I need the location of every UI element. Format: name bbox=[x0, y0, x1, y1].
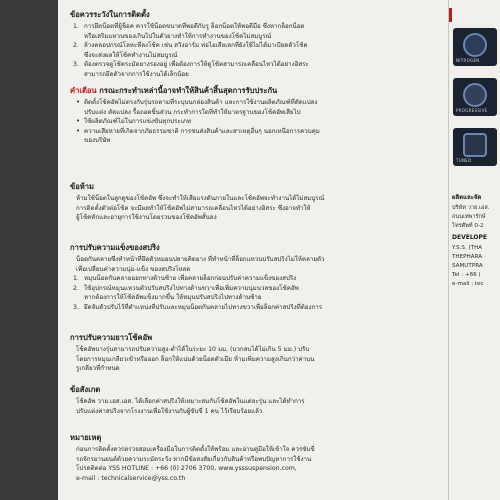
paragraph-line: โช้คอัพ วาย.เอส.เอส. ได้เลือกค่าสปริงให้เหมาะสมกับโช้คอัพในแต่ละรุ่น และได้ทำการ bbox=[76, 398, 305, 405]
paragraph-line: ห้ามใช้น็อตในลูกดูของโช้คอัพ ซึ่งจะทำให้เสียแรงดันภายในและโช้คอัพจะทำงานได้ไม่สมบูรณ์ bbox=[76, 195, 325, 202]
list-item: ของบริษัท bbox=[84, 137, 111, 144]
tuned-badge-icon bbox=[453, 128, 497, 166]
list-item: 1. หมุนน็อตกันคลายออกทางด้านซ้าย เพื่อคลายล็อกก่อนปรับค่าความแข็งของสปริง bbox=[73, 275, 297, 282]
paragraph-line: โช้คอัพบางรุ่นสามารถปรับความสูง-ต่ำได้ในระยะ 10 มม. (บวกลบได้ไม่เกิน 5 มม.) ปรับ bbox=[76, 346, 310, 353]
list-item: 3. ต้องตรวจดูโช้คระมัดยางรองอยู่ เพื่อต้องการให้ดูโช้คสามารถเคลื่อนไหวได้อย่างอิสระ bbox=[73, 61, 309, 68]
badge-label: NITROGEN bbox=[456, 58, 480, 63]
section-title-prohibition: ข้อห้าม bbox=[70, 182, 95, 191]
section-title-warnings: ข้อควรระวังในการติดตั้ง bbox=[70, 10, 150, 19]
remark-section bbox=[70, 433, 315, 483]
manual-page bbox=[58, 0, 500, 500]
list-item: • ใช้ผลิตภัณฑ์ไม่ในการแข่งขันทุกประเภท bbox=[84, 117, 320, 127]
contact-heading: ผลิตและจัด bbox=[452, 194, 482, 201]
disclaimer-title-text: กรณะกระทำเหล่านี้อาจทำให้สินค้าสิ้นสุดการรับประกัน bbox=[99, 86, 278, 95]
paragraph-line: ยู้โช้คหักและอายุการใช้งานโดยรวมของโช้คอัพสั้นลง bbox=[76, 214, 217, 221]
section-title-preload: การปรับความแข็งของสปริง bbox=[70, 243, 160, 252]
paragraph-line: รถจักรยานยนต์ด้วยความระมัดระวัง หากมีข้อสงสัยเกี่ยวกับสินค้าหรือพบปัญหาการใช้งาน bbox=[76, 455, 312, 463]
length-section bbox=[70, 333, 314, 374]
paragraph-line: น็อตกันคลายซึ่งทำหน้าที่ยึดตัวหมอนปลายคิดยาง ที่ทำหน้าที่ล็อกแหวนปรับสปริงไม่ให้คลายตัว bbox=[76, 256, 325, 263]
contact-line: Tel : +66 ( bbox=[452, 272, 481, 278]
contact-line: Y.S.S. (THA bbox=[452, 245, 483, 251]
contact-line: THEPHARA bbox=[452, 254, 483, 260]
list-item: หากต้องการให้โช้คอัพแข็งมากขึ้น ให้หมุนปรับสปริงไปทางด้านซ้าย bbox=[84, 294, 262, 301]
badge-label: PROGRESSIVE bbox=[456, 108, 488, 113]
disclaimer-list bbox=[70, 98, 320, 146]
contact-line: ถนนเทพารักษ์ bbox=[452, 214, 486, 220]
disclaimer-section bbox=[70, 86, 320, 146]
warnings-list bbox=[70, 22, 309, 79]
paragraph-line: เพื่อเปลี่ยนค่าความนุ่ม-แข็ง ของสปริงโหลด bbox=[76, 265, 191, 273]
section-title-length: การปรับความยาวโช้คอัพ bbox=[70, 333, 153, 342]
badge-label: TUNED bbox=[456, 158, 472, 163]
hotline-line: โปรดติดต่อ YSS HOTLINE : +66 (0) 2706 3700, www.ysssuspension.com, bbox=[76, 465, 297, 472]
warning-label: คำเตือน bbox=[70, 86, 97, 95]
list-item: หรือเสริมแหวนของเกินไปในตัวยางทำให้การทำงานของโช้คไม่สมบูรณ์ bbox=[84, 32, 272, 40]
list-item: ซึ่งจะส่งผลให้โช้คทำงานไม่สมบูรณ์ bbox=[84, 51, 178, 59]
right-panel bbox=[448, 0, 500, 500]
section-title-remark: หมายเหตุ bbox=[70, 433, 102, 442]
warnings-section bbox=[70, 10, 309, 79]
contact-line: SAMUTPRA bbox=[452, 263, 483, 269]
list-item: • ความเสียหายที่เกิดจากภัยธรรมชาติ การชนส่งสินค้าและสาเหตุอื่นๆ นอกเหนือการควบคุม bbox=[84, 127, 320, 137]
paragraph-line: การติดตั้งตัวต่อโช้ค จะมีผลทำให้โช้คอัพไม่สามารถเคลื่อนไหวได้อย่างอิสระ ซึ่งอาจทำให้ bbox=[76, 204, 311, 212]
list-item: • ติดตั้งโช้คอัพไม่ตรงกับรุ่นรถตามที่ระบุบนกล่องสินค้า และการใช้งานผลิตภัณฑ์ที่ดัดแปลง bbox=[84, 98, 320, 108]
list-item: 2. ล้างคลอปกรณ์โลหะที่ลงโช้ค เช่น สวิงอาร์ม ท่อไอเสียเลกที่ยังใช้ไม่ได้มาเบียดตัวโช้ค bbox=[73, 42, 308, 49]
progressive-badge-icon bbox=[453, 78, 497, 116]
preload-steps bbox=[70, 274, 324, 312]
contact-line: โทรศัพท์ 0-2 bbox=[452, 223, 484, 229]
paragraph-line: ก่อนการติดตั้งควรตรวจสอบเครื่องมือในการติดตั้งให้พร้อม และอ่านคู่มือให้เข้าใจ ควรขับขี่ bbox=[76, 446, 315, 453]
preload-section bbox=[70, 243, 324, 312]
email-line: e-mail : technicalservice@yss.co.th bbox=[76, 474, 186, 482]
accent-bar bbox=[449, 8, 452, 22]
list-item: ปรับแต่ง ตัดแปลง รื้อถอดชิ้นส่วน กระทำการใดที่ทำให้มาตรฐานของโช้คอัพเสียไป bbox=[84, 108, 301, 116]
notes-section bbox=[70, 385, 305, 416]
list-item: 2. ใช้อุปกรณ์หมุนแหวนตัวปรับสปริงไปทางด้านขวาเพื่อเพิ่มความนุ่มนวลของโช้คอัพ bbox=[73, 284, 299, 292]
nitrogen-badge-icon bbox=[453, 28, 497, 66]
paragraph-line: โดยการหมุนเกลียวเข้าหรือออก ล็อกให้แน่นด้วยน็อตตัวเมีย ห้ามเพิ่มความสูงเกินกว่าค่าบน bbox=[76, 355, 315, 363]
list-item: 1. การยึดน็อตที่ยู้ช็อค ควรใช้น็อตขนาดที่พอดีกับรู ล็อกน็อตให้พอดีมือ ซึ่งหากล็อกน็อต bbox=[73, 23, 305, 30]
prohibition-section bbox=[70, 182, 324, 223]
section-title-notes: ข้อสังเกต bbox=[70, 385, 101, 394]
contact-line: e-mail : tec bbox=[452, 281, 484, 287]
contact-line: บริษัท วาย.เอส. bbox=[452, 205, 490, 211]
list-item: สามารถยึดตัวจากการใช้งานได้เล็กน้อย bbox=[84, 70, 189, 78]
section-title-disclaimer bbox=[70, 86, 320, 96]
paragraph-line: ปรับแต่งค่าสปริงจากโรงงานเพื่อใช้งานกับผู้ขับขี่ 1 คน ไว้เรียบร้อยแล้ว bbox=[76, 407, 263, 415]
paragraph-line: รูเกลียวที่กำหนด bbox=[76, 365, 120, 372]
contact-heading: DEVELOPE bbox=[452, 234, 488, 241]
list-item: 3. ยึดจับตัวปรับไว้ที่ตำแหน่งที่ปรับและหมุนน็อตกันคลายไปทางขวาเพื่อล็อกค่าสปริงที่ต้องการ bbox=[73, 303, 323, 311]
